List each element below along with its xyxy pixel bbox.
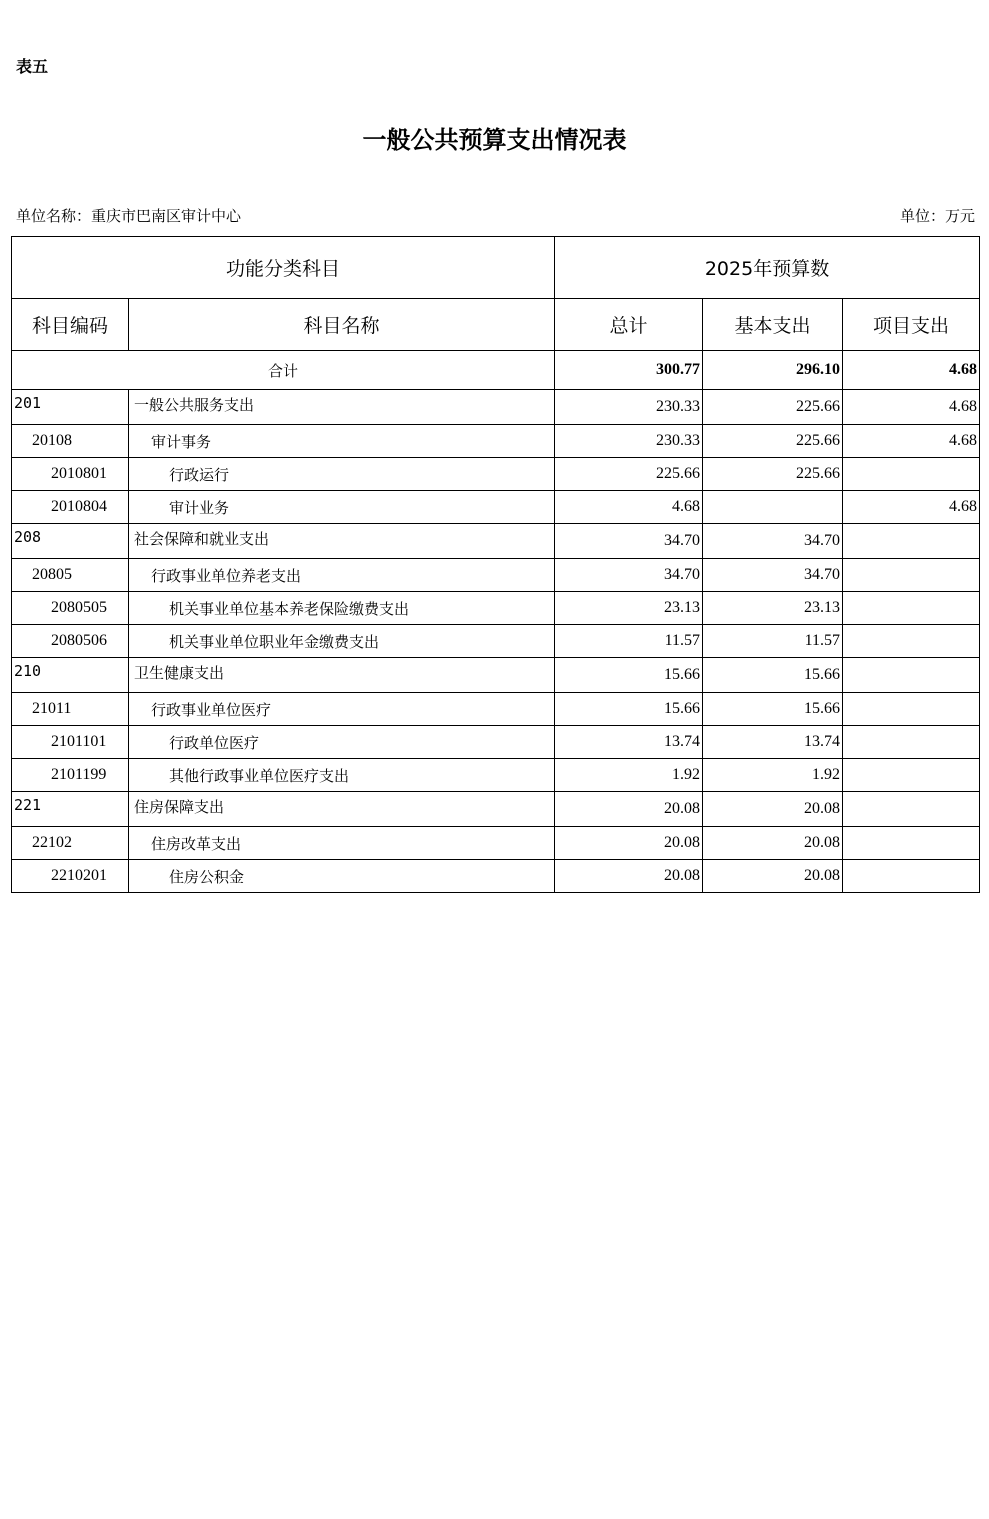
column-header-basic: 基本支出 [703,299,843,351]
total-basic: 296.10 [703,351,843,390]
table-row [12,491,980,524]
row-basic: 1.92 [703,759,843,792]
row-total: 34.70 [555,524,703,559]
table-row [12,658,980,693]
table-row [12,827,980,860]
row-name: 卫生健康支出 [129,658,555,693]
row-project [843,693,980,726]
row-code: 20108 [12,425,129,458]
row-name: 住房公积金 [129,860,555,893]
row-total: 34.70 [555,559,703,592]
row-basic: 225.66 [703,458,843,491]
row-basic [703,491,843,524]
table-row [12,425,980,458]
row-project [843,792,980,827]
column-header-total: 总计 [555,299,703,351]
row-total: 15.66 [555,658,703,693]
table-number-label: 表五 [16,57,49,76]
row-name: 行政事业单位医疗 [129,693,555,726]
total-project: 4.68 [843,351,980,390]
total-sum: 300.77 [555,351,703,390]
row-basic: 20.08 [703,792,843,827]
row-code: 210 [12,658,129,693]
row-basic: 23.13 [703,592,843,625]
row-basic: 15.66 [703,693,843,726]
row-name: 行政事业单位养老支出 [129,559,555,592]
row-name: 社会保障和就业支出 [129,524,555,559]
row-name: 住房改革支出 [129,827,555,860]
row-basic: 15.66 [703,658,843,693]
row-basic: 34.70 [703,559,843,592]
row-name: 行政单位医疗 [129,726,555,759]
unit-name-label: 单位名称：重庆市巴南区审计中心 [16,207,242,225]
total-row [12,351,980,390]
page-title: 一般公共预算支出情况表 [362,125,627,154]
total-label: 合计 [12,351,555,390]
row-code: 221 [12,792,129,827]
row-name: 机关事业单位基本养老保险缴费支出 [129,592,555,625]
row-total: 4.68 [555,491,703,524]
row-name: 行政运行 [129,458,555,491]
row-project: 4.68 [843,425,980,458]
row-code: 2010801 [12,458,129,491]
row-total: 230.33 [555,390,703,425]
row-total: 20.08 [555,792,703,827]
row-code: 201 [12,390,129,425]
row-total: 15.66 [555,693,703,726]
column-header-code: 科目编码 [12,299,129,351]
table-row [12,524,980,559]
function-classification-header: 功能分类科目 [12,237,555,299]
row-total: 1.92 [555,759,703,792]
row-code: 2010804 [12,491,129,524]
row-name: 其他行政事业单位医疗支出 [129,759,555,792]
column-header-name: 科目名称 [129,299,555,351]
row-basic: 20.08 [703,860,843,893]
row-project [843,458,980,491]
table-row [12,559,980,592]
row-project [843,658,980,693]
row-name: 住房保障支出 [129,792,555,827]
row-total: 13.74 [555,726,703,759]
row-total: 230.33 [555,425,703,458]
row-code: 2101101 [12,726,129,759]
row-name: 一般公共服务支出 [129,390,555,425]
row-project [843,559,980,592]
row-project [843,860,980,893]
table-row [12,792,980,827]
table-row [12,759,980,792]
row-name: 机关事业单位职业年金缴费支出 [129,625,555,658]
row-total: 20.08 [555,860,703,893]
row-basic: 225.66 [703,390,843,425]
row-code: 2080505 [12,592,129,625]
row-basic: 20.08 [703,827,843,860]
column-header-row [12,299,980,351]
row-total: 11.57 [555,625,703,658]
row-code: 2210201 [12,860,129,893]
row-code: 21011 [12,693,129,726]
row-name: 审计业务 [129,491,555,524]
table-row [12,592,980,625]
row-code: 208 [12,524,129,559]
row-project [843,827,980,860]
row-name: 审计事务 [129,425,555,458]
row-project [843,759,980,792]
row-project: 4.68 [843,491,980,524]
row-project: 4.68 [843,390,980,425]
row-basic: 34.70 [703,524,843,559]
row-code: 2080506 [12,625,129,658]
row-code: 2101199 [12,759,129,792]
row-basic: 11.57 [703,625,843,658]
table-row [12,726,980,759]
table-row [12,390,980,425]
row-project [843,726,980,759]
row-basic: 225.66 [703,425,843,458]
row-code: 20805 [12,559,129,592]
row-project [843,592,980,625]
row-project [843,524,980,559]
budget-year-header: 2025年预算数 [555,237,980,299]
row-total: 20.08 [555,827,703,860]
table-row [12,458,980,491]
budget-table [11,236,980,893]
table-row [12,693,980,726]
group-header-row [12,237,980,299]
currency-unit-label: 单位：万元 [899,207,975,225]
column-header-project: 项目支出 [843,299,980,351]
row-basic: 13.74 [703,726,843,759]
table-row [12,860,980,893]
row-total: 23.13 [555,592,703,625]
row-project [843,625,980,658]
row-code: 22102 [12,827,129,860]
row-total: 225.66 [555,458,703,491]
table-row [12,625,980,658]
